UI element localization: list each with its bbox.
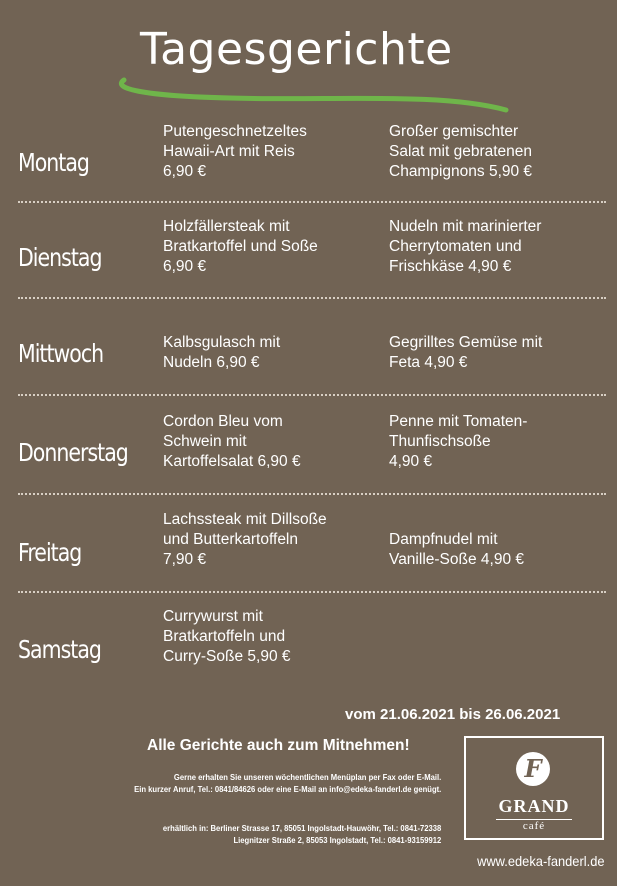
website-link[interactable]: www.edeka-fanderl.de — [477, 853, 605, 869]
dotted-divider — [18, 297, 606, 299]
dish-main — [163, 122, 307, 182]
order-info — [134, 771, 441, 795]
dish-line: Nudeln mit marinierter — [389, 218, 542, 235]
dish-main — [163, 607, 291, 667]
logo-name: GRAND — [498, 796, 570, 816]
dish-line: Nudeln 6,90 € — [163, 354, 260, 371]
dish-line: 6,90 € — [163, 258, 207, 275]
dish-line: Holzfällersteak mit — [163, 218, 290, 235]
dish-line: Lachssteak mit Dillsoße — [163, 511, 327, 528]
address-line: erhältlich in: Berliner Strasse 17, 85051 Ingolstadt-Hauwöhr, Tel.: 0841-72338 — [162, 823, 441, 833]
day-label: Mittwoch — [18, 339, 104, 368]
dish-line: Putengeschnetzeltes — [163, 123, 307, 140]
dish-line: Vanille-Soße 4,90 € — [389, 551, 524, 568]
dish-main — [163, 510, 327, 570]
dish-alternative — [389, 217, 541, 277]
dish-line: 4,90 € — [389, 453, 433, 470]
order-info-line: Gerne erhalten Sie unseren wöchentlichen Menüplan per Fax oder E-Mail. — [173, 772, 442, 782]
grand-cafe-logo — [464, 736, 604, 840]
dish-line: Champignons 5,90 € — [389, 163, 533, 180]
day-label: Donnerstag — [18, 438, 128, 467]
dish-line: Currywurst mit — [163, 608, 263, 625]
dish-main — [163, 217, 318, 277]
dish-line: und Butterkartoffeln — [163, 531, 298, 548]
dotted-divider — [18, 493, 606, 495]
day-label: Samstag — [18, 635, 101, 664]
dish-line: Feta 4,90 € — [389, 354, 468, 371]
dish-line: 7,90 € — [163, 551, 207, 568]
dish-alternative — [389, 122, 532, 182]
day-label: Dienstag — [18, 243, 102, 272]
dish-line: Frischkäse 4,90 € — [389, 258, 512, 275]
dish-line: Hawaii-Art mit Reis — [163, 143, 295, 160]
dish-line: Cherrytomaten und — [389, 238, 522, 255]
dish-line: Bratkartoffel und Soße — [163, 238, 318, 255]
takeaway-note: Alle Gerichte auch zum Mitnehmen! — [147, 737, 410, 754]
dish-alternative — [389, 412, 527, 472]
dish-main — [163, 333, 280, 373]
dish-line: Bratkartoffeln und — [163, 628, 286, 645]
day-label: Montag — [18, 148, 89, 177]
dish-line: Thunfischsoße — [389, 433, 491, 450]
dish-line: Schwein mit — [163, 433, 247, 450]
dotted-divider — [18, 201, 606, 203]
dish-line: Penne mit Tomaten- — [389, 413, 528, 430]
dish-line: Salat mit gebratenen — [389, 143, 533, 160]
dish-alternative — [389, 530, 524, 570]
store-addresses — [163, 822, 441, 846]
dish-alternative — [389, 333, 542, 373]
order-info-line: Ein kurzer Anruf, Tel.: 0841/84626 oder eine E-Mail an info@edeka-fanderl.de genügt. — [133, 784, 441, 794]
dotted-divider — [18, 394, 606, 396]
dish-line: Großer gemischter — [389, 123, 519, 140]
dish-line: Kartoffelsalat 6,90 € — [163, 453, 301, 470]
page-title: Tagesgerichte — [140, 24, 453, 75]
logo-subtitle: café — [522, 820, 546, 832]
address-line: Liegnitzer Straße 2, 85053 Ingolstadt, Tel.: 0841-93159912 — [233, 835, 441, 845]
dotted-divider — [18, 591, 606, 593]
dish-line: Kalbsgulasch mit — [163, 334, 281, 351]
menu-period: vom 21.06.2021 bis 26.06.2021 — [345, 706, 561, 723]
dish-line: Cordon Bleu vom — [163, 413, 283, 430]
dish-line: Curry-Soße 5,90 € — [163, 648, 291, 665]
dish-line: 6,90 € — [163, 163, 207, 180]
dish-line: Gegrilltes Gemüse mit — [389, 334, 543, 351]
logo-f-monogram-icon: F — [516, 752, 550, 786]
dish-line: Dampfnudel mit — [389, 531, 498, 548]
dish-main — [163, 412, 301, 472]
day-label: Freitag — [18, 538, 82, 567]
